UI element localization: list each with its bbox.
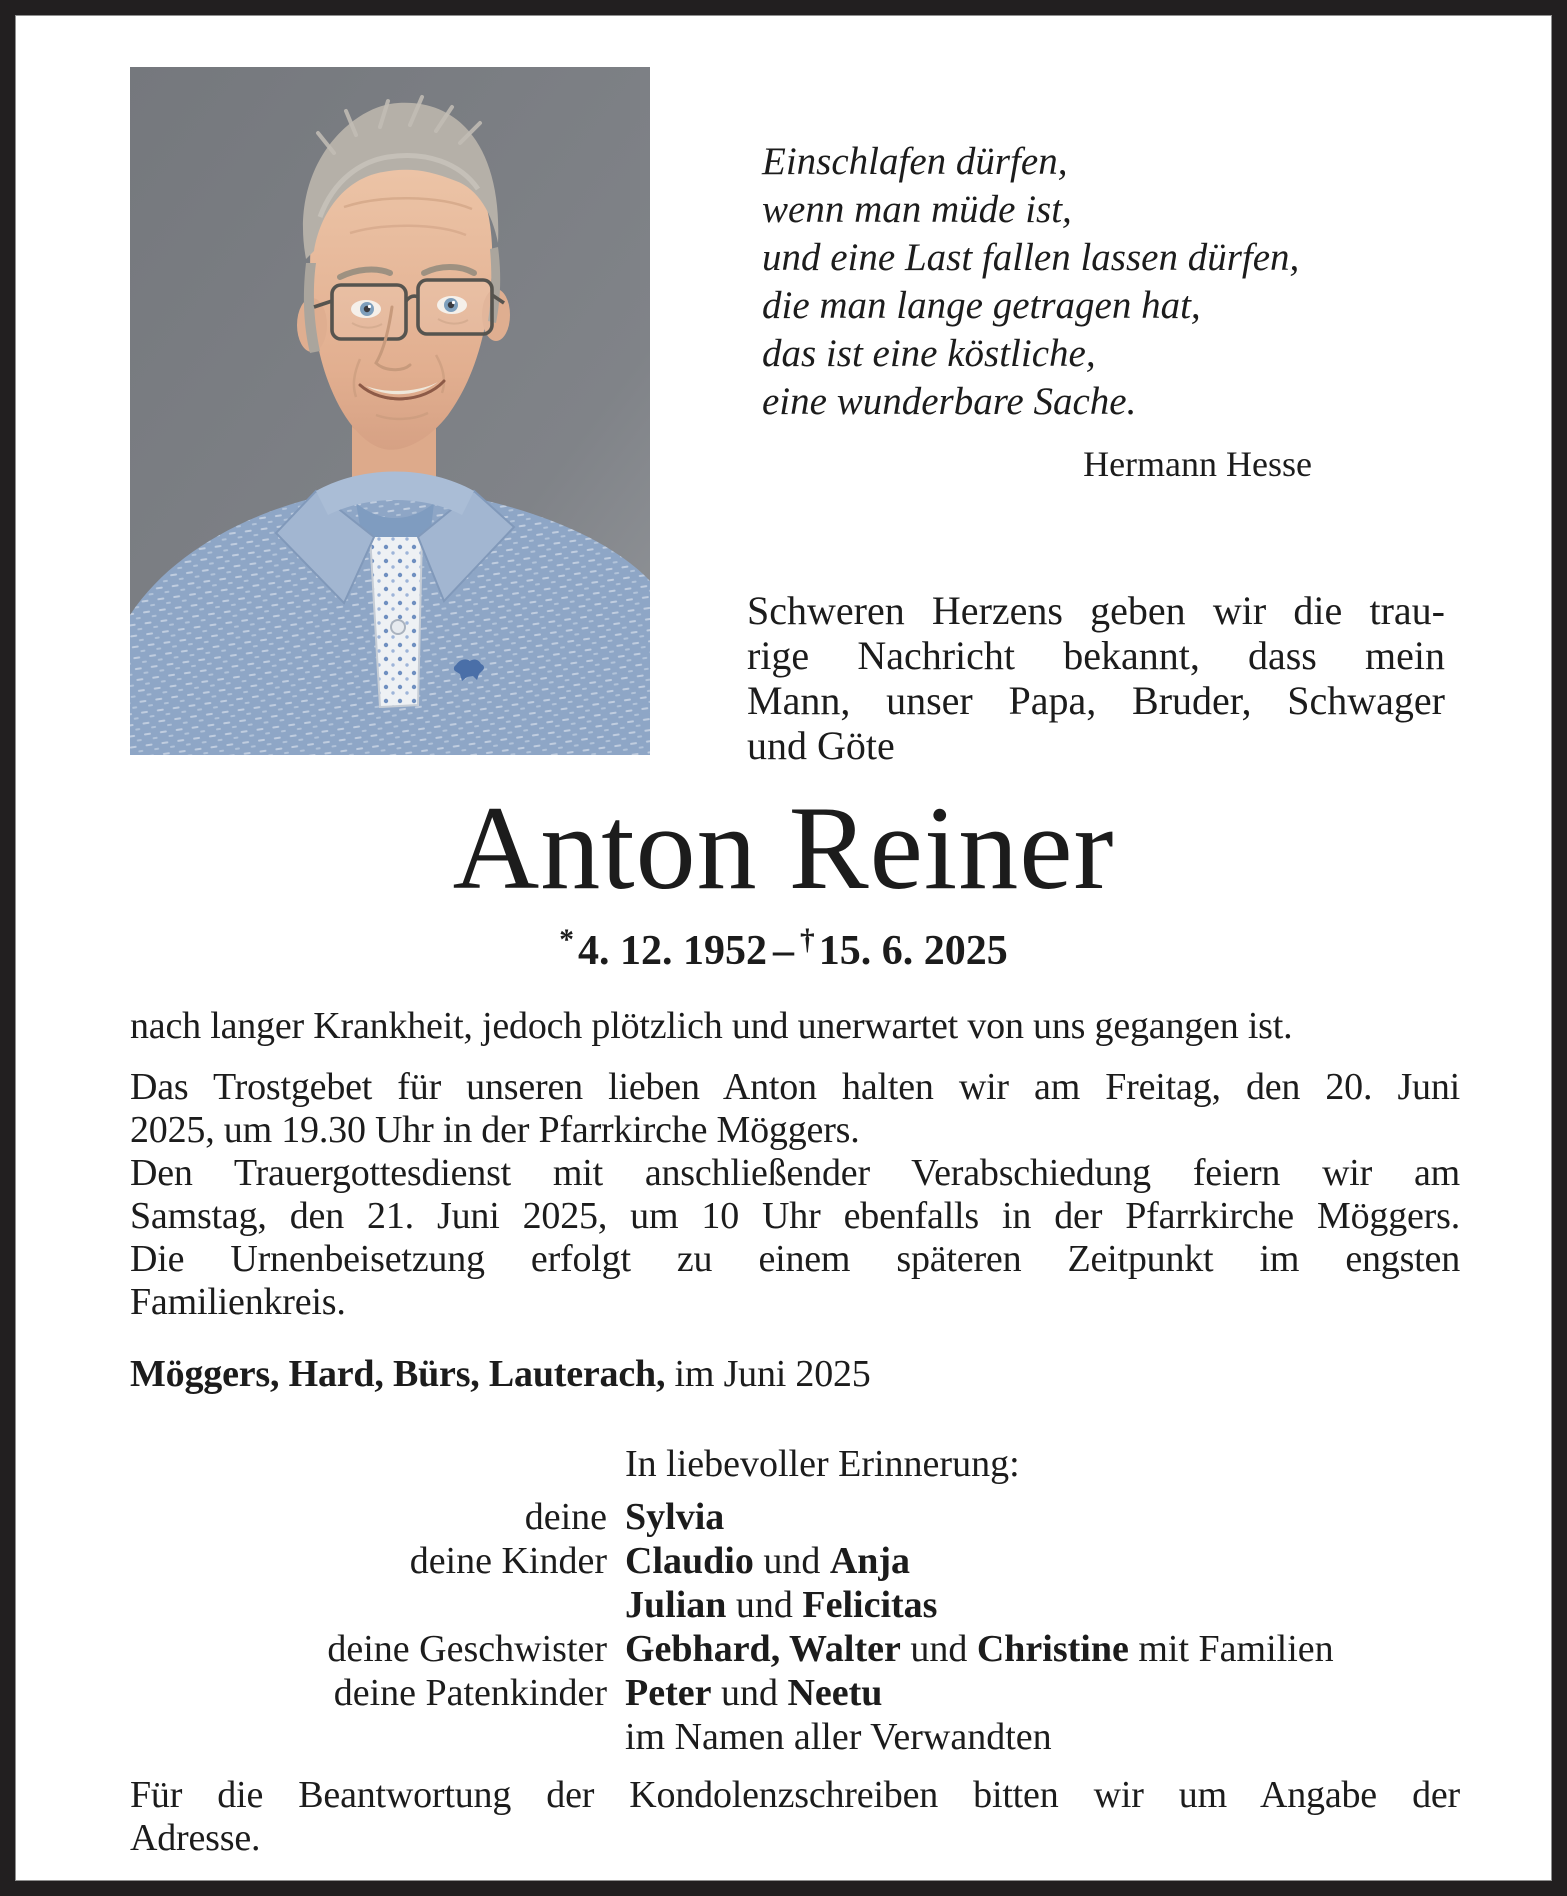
service-line: Familienkreis. (130, 1281, 346, 1323)
mourner-name: Anja (829, 1540, 911, 1582)
deceased-name: Anton Reiner (452, 781, 1115, 914)
mourner-names (625, 1539, 1460, 1583)
mourner-label (130, 1583, 607, 1627)
dates-separator: – (773, 928, 794, 974)
birth-star-symbol: * (559, 924, 574, 956)
mourner-label: deine Kinder (409, 1540, 607, 1582)
month-year: im Juni 2025 (665, 1353, 871, 1395)
condolence-line: Adresse. (130, 1817, 261, 1859)
death-date: 15. 6. 2025 (818, 928, 1008, 974)
service-line: 2025, um 19.30 Uhr in der Pfarrkirche Möggers. (130, 1109, 860, 1151)
suffix-text: mit Familien (1128, 1628, 1334, 1670)
mourner-row (130, 1583, 1460, 1627)
condolence-note (130, 1774, 1460, 1860)
mourner-label: deine (524, 1496, 607, 1538)
service-line: Das Trostgebet für unseren lieben Anton halten wir am Freitag, den 20. Juni (130, 1066, 1460, 1108)
announcement-line: Mann, unser Papa, Bruder, Schwager (747, 678, 1445, 723)
announcement-paragraph (747, 588, 1445, 768)
announcement-line: Schweren Herzens geben wir die trau- (747, 588, 1445, 633)
mourner-name: Christine (976, 1628, 1129, 1670)
quote-line: das ist eine köstliche, (762, 332, 1096, 375)
announcement-line: und Göte (747, 723, 895, 768)
connector-text: und (900, 1628, 977, 1670)
mourner-name: Sylvia (625, 1496, 725, 1538)
mourner-label (130, 1715, 607, 1759)
portrait-illustration (130, 67, 650, 755)
mourner-row (130, 1671, 1460, 1715)
mourner-name: Gebhard, Walter (625, 1628, 901, 1670)
quote-attribution: Hermann Hesse (1083, 444, 1312, 484)
shirt-button (391, 620, 405, 634)
mourner-label: deine Patenkinder (333, 1672, 607, 1714)
memorial-quote (762, 138, 1322, 488)
connector-text: und (711, 1672, 788, 1714)
connector-text: und (726, 1584, 803, 1626)
mourner-names (625, 1583, 1460, 1627)
passing-line: nach langer Krankheit, jedoch plötzlich und unerwartet von uns gegangen ist. (130, 1005, 1293, 1047)
mourner-name: Felicitas (802, 1584, 938, 1626)
mourner-name: Peter (625, 1672, 712, 1714)
mourner-name: Julian (625, 1584, 727, 1626)
quote-line: eine wunderbare Sache. (762, 380, 1137, 423)
place-date-line (130, 1353, 1460, 1396)
life-dates (15, 915, 1552, 976)
mourner-row (130, 1539, 1460, 1583)
condolence-line: Für die Beantwortung der Kondolenzschreiben bitten wir um Angabe der (130, 1774, 1460, 1816)
mourner-row (130, 1715, 1460, 1759)
place-names: Möggers, Hard, Bürs, Lauterach, (130, 1353, 666, 1395)
service-paragraph (130, 1066, 1460, 1324)
mourner-row (130, 1495, 1460, 1539)
mourner-names (625, 1715, 1460, 1759)
announcement-line: rige Nachricht bekannt, dass mein (747, 633, 1445, 678)
mourner-label: deine Geschwister (327, 1628, 607, 1670)
connector-text: und (753, 1540, 830, 1582)
mourner-names (625, 1495, 1460, 1539)
mourner-names (625, 1671, 1460, 1715)
death-cross-symbol: † (800, 924, 815, 956)
portrait-photo (130, 67, 650, 755)
quote-line: wenn man müde ist, (762, 188, 1072, 231)
birth-date: 4. 12. 1952 (578, 928, 767, 974)
service-line: Die Urnenbeisetzung erfolgt zu einem späteren Zeitpunkt im engsten (130, 1238, 1460, 1280)
mourner-row (130, 1627, 1460, 1671)
quote-line: die man lange getragen hat, (762, 284, 1201, 327)
service-line: Den Trauergottesdienst mit anschließender Verabschiedung feiern wir am (130, 1152, 1460, 1194)
memorial-heading: In liebevoller Erinnerung: (625, 1443, 1020, 1485)
mourner-name: Neetu (787, 1672, 883, 1714)
quote-line: Einschlafen dürfen, (762, 140, 1068, 183)
mourners-list (130, 1495, 1460, 1759)
closing-text: im Namen aller Verwandten (625, 1716, 1052, 1758)
mourner-name: Claudio (625, 1540, 754, 1582)
mourner-names (625, 1627, 1460, 1671)
service-line: Samstag, den 21. Juni 2025, um 10 Uhr ebenfalls in der Pfarrkirche Möggers. (130, 1195, 1460, 1237)
quote-line: und eine Last fallen lassen dürfen, (762, 236, 1300, 279)
